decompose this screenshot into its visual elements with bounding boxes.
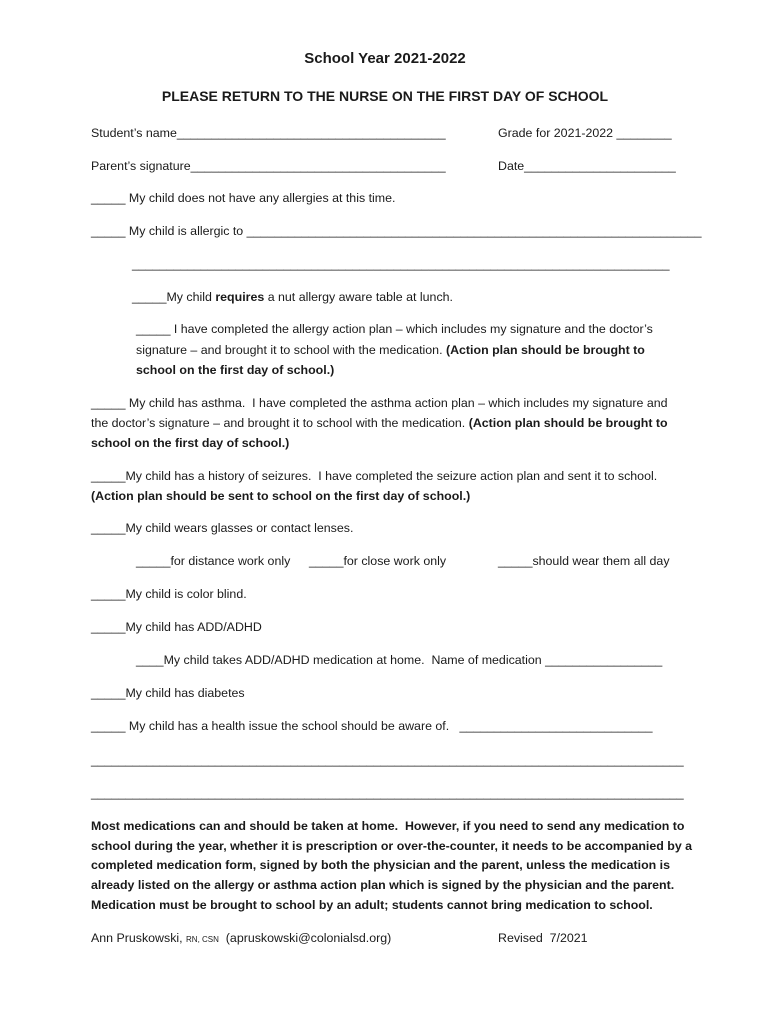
notice-line-4: already listed on the allergy or asthma action plan which is signed by the physician and the parent. — [91, 878, 675, 892]
page-title: School Year 2021-2022 — [304, 50, 466, 67]
parent-signature-field[interactable]: Parent’s signature_____________________________________ — [91, 159, 446, 173]
health-issue-blank-2[interactable]: ______________________________________________________________________________________ — [91, 786, 684, 800]
asthma-checkbox[interactable]: _____ My child has asthma. I have completed the asthma action plan – which includes my signature and — [91, 396, 668, 410]
page-subtitle: PLEASE RETURN TO THE NURSE ON THE FIRST DAY OF SCHOOL — [161, 88, 609, 104]
nut-table-checkbox[interactable] — [132, 289, 453, 305]
nut-prefix: _____My child — [132, 290, 216, 304]
allergic-to-checkbox[interactable]: _____ My child is allergic to __________________________________________________________________ — [91, 224, 702, 238]
allergy-plan-bold: (Action plan should be brought to — [445, 343, 645, 357]
allergy-plan-line3: school on the first day of school.) — [136, 363, 335, 377]
health-issue-blank-1[interactable]: ______________________________________________________________________________________ — [91, 753, 684, 767]
date-field[interactable]: Date______________________ — [498, 159, 676, 173]
footer-email: (apruskowski@colonialsd.org) — [218, 931, 392, 945]
asthma-line2 — [91, 415, 668, 431]
allergy-plan-line2 — [136, 342, 645, 358]
asthma-bold: (Action plan should be brought to — [468, 416, 668, 430]
seizure-checkbox[interactable]: _____My child has a history of seizures. I have completed the seizure action plan and sent it to school. — [91, 469, 658, 483]
notice-line-3: completed medication form, signed by both the physician and the parent, unless the medication is — [91, 858, 671, 872]
color-blind-checkbox[interactable]: _____My child is color blind. — [91, 587, 247, 601]
nut-requires: requires — [215, 290, 265, 304]
glasses-checkbox[interactable]: _____My child wears glasses or contact lenses. — [91, 521, 354, 535]
adhd-medication-checkbox[interactable]: ____My child takes ADD/ADHD medication at home. Name of medication _________________ — [136, 653, 663, 667]
student-name-field[interactable]: Student’s name_______________________________________ — [91, 126, 446, 140]
distance-work-checkbox[interactable]: _____for distance work only — [136, 554, 291, 568]
notice-line-2: school during the year, whether it is prescription or over-the-counter, it needs to be accompanied by a — [91, 839, 693, 853]
allergy-plan-checkbox[interactable]: _____ I have completed the allergy action plan – which includes my signature and the doctor’s — [136, 322, 653, 336]
diabetes-checkbox[interactable]: _____My child has diabetes — [91, 686, 245, 700]
footer-name: Ann Pruskowski, — [91, 931, 187, 945]
asthma-line3: school on the first day of school.) — [91, 436, 290, 450]
footer-revised: Revised 7/2021 — [498, 931, 588, 945]
asthma-normal: the doctor’s signature – and brought it to school with the medication. — [91, 416, 469, 430]
nut-suffix: a nut allergy aware table at lunch. — [264, 290, 453, 304]
health-issue-checkbox[interactable]: _____ My child has a health issue the school should be aware of. ____________________________ — [91, 719, 653, 733]
close-work-checkbox[interactable]: _____for close work only — [309, 554, 447, 568]
allergy-blank-line[interactable]: ______________________________________________________________________________ — [132, 257, 670, 271]
adhd-checkbox[interactable]: _____My child has ADD/ADHD — [91, 620, 262, 634]
allergy-plan-normal: signature – and brought it to school with the medication. — [136, 343, 446, 357]
grade-field[interactable]: Grade for 2021-2022 ________ — [498, 126, 672, 140]
no-allergies-checkbox[interactable]: _____ My child does not have any allergies at this time. — [91, 191, 396, 205]
notice-line-1: Most medications can and should be taken at home. However, if you need to send any medication to — [91, 819, 685, 833]
seizure-line2: (Action plan should be sent to school on the first day of school.) — [91, 489, 471, 503]
footer-credentials: RN, CSN — [186, 935, 219, 944]
footer-contact — [91, 930, 391, 948]
all-day-checkbox[interactable]: _____should wear them all day — [498, 554, 670, 568]
notice-line-5: Medication must be brought to school by an adult; students cannot bring medication to school. — [91, 898, 653, 912]
